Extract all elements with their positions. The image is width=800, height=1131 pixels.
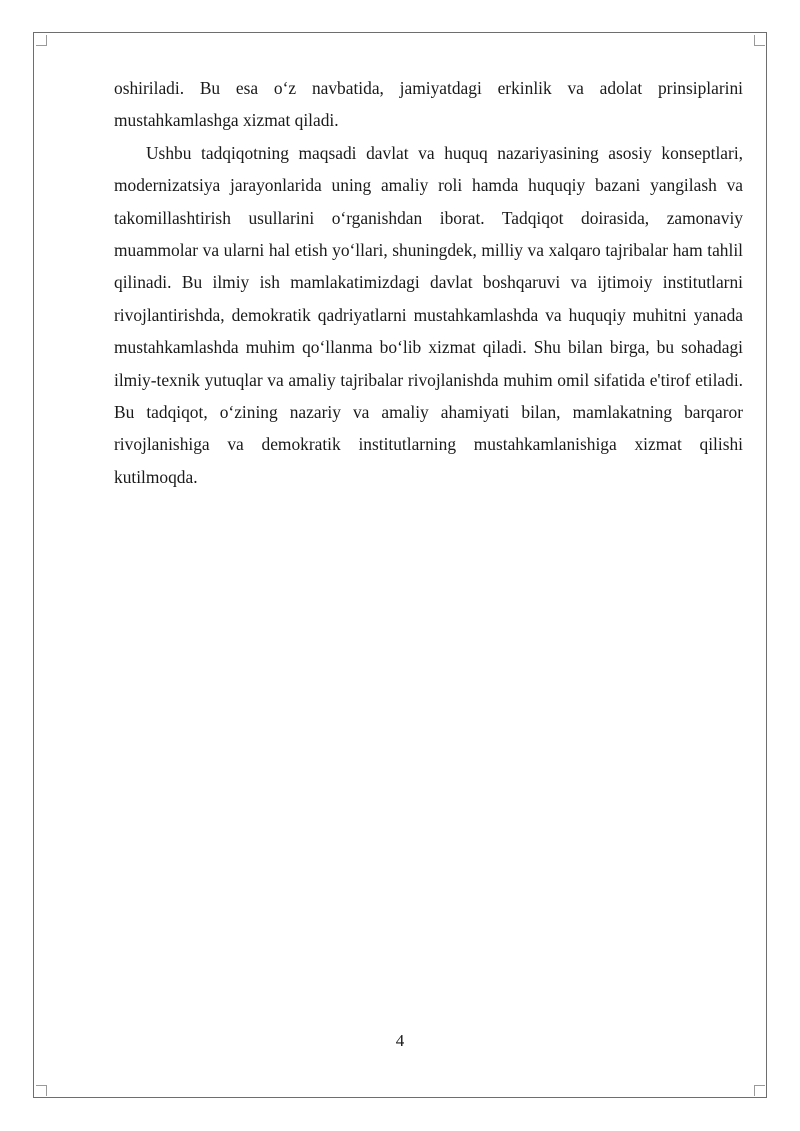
paragraph-research-goal: Ushbu tadqiqotning maqsadi davlat va huquq nazariyasining asosiy konseptlari, modernizatsiya jarayonlarida uning amaliy roli hamda huquqiy bazani yangilash va takomillashtirish usullarini o‘rganishdan iborat. Tadqiqot doirasida, zamonaviy muammolar va ularni hal etish yo‘llari, shuningdek, milliy va xalqaro tajribalar ham tahlil qilinadi. Bu ilmiy ish mamlakatimizdagi davlat boshqaruvi va ijtimoiy institutlarni rivojlantirishda, demokratik qadriyatlarni mustahkamlashda va huquqiy muhitni yanada mustahkamlashda muhim qo‘llanma bo‘lib xizmat qiladi. Shu bilan birga, bu sohadagi ilmiy-texnik yutuqlar va amaliy tajribalar rivojlanishda muhim omil sifatida e'tirof etiladi. Bu tadqiqot, o‘zining nazariy va amaliy ahamiyati bilan, mamlakatning barqaror rivojlanishiga va demokratik institutlarning mustahkamlanishiga xizmat qilishi kutilmoqda.	[114, 142, 743, 487]
crop-mark-top-right	[754, 35, 765, 46]
crop-mark-top-left	[36, 35, 47, 46]
paragraph-continuation: oshiriladi. Bu esa o‘z navbatida, jamiyatdagi erkinlik va adolat prinsiplarini mustahkamlashga xizmat qiladi.	[114, 78, 743, 131]
crop-mark-bottom-left	[36, 1085, 47, 1096]
body-text	[114, 72, 743, 493]
crop-mark-bottom-right	[754, 1085, 765, 1096]
page-number: 4	[395, 1031, 405, 1050]
